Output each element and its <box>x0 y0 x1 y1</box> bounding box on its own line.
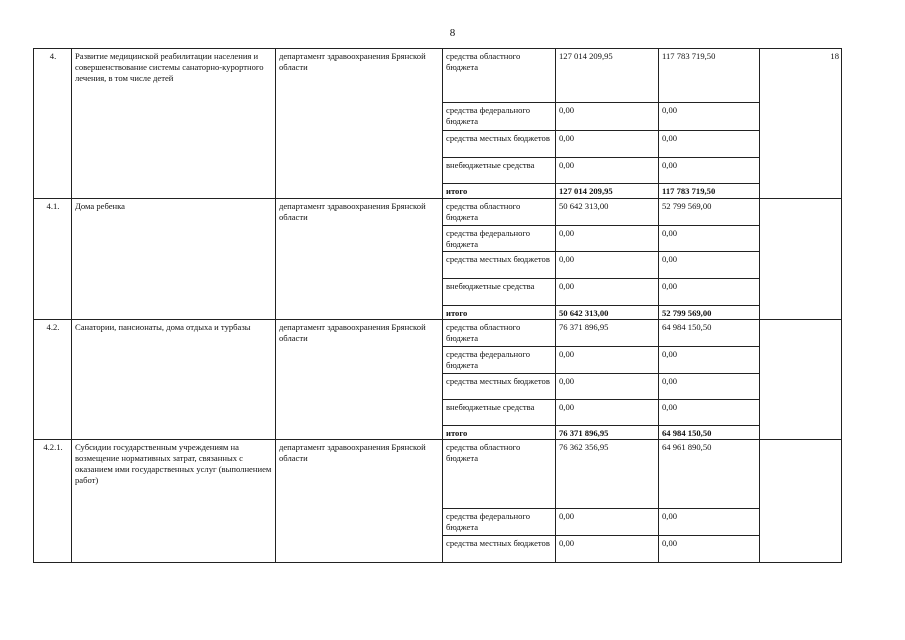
amount-1: 50 642 313,00 <box>556 199 659 226</box>
amount-3-empty <box>760 199 842 320</box>
amount-2: 64 961 890,50 <box>659 440 760 509</box>
funding-source: внебюджетные средства <box>443 158 556 184</box>
amount-1: 76 371 896,95 <box>556 426 659 440</box>
funding-source: итого <box>443 306 556 320</box>
amount-1: 0,00 <box>556 509 659 536</box>
executor: департамент здравоохранения Брянской области <box>276 49 443 199</box>
funding-source: средства областного бюджета <box>443 440 556 509</box>
amount-2: 0,00 <box>659 226 760 252</box>
amount-3-empty <box>760 440 842 563</box>
funding-source: средства местных бюджетов <box>443 536 556 563</box>
amount-3-empty <box>760 320 842 440</box>
funding-source: средства областного бюджета <box>443 320 556 347</box>
budget-table <box>33 48 842 563</box>
amount-2: 0,00 <box>659 158 760 184</box>
item-name: Санатории, пансионаты, дома отдыха и турбазы <box>72 320 276 440</box>
amount-2: 0,00 <box>659 509 760 536</box>
funding-source: средства местных бюджетов <box>443 374 556 400</box>
item-name: Субсидии государственным учреждениям на возмещение нормативных затрат, связанных с оказанием ими государственных услуг (выполнением работ) <box>72 440 276 563</box>
amount-1: 127 014 209,95 <box>556 184 659 199</box>
table-row <box>34 199 842 226</box>
funding-source: средства областного бюджета <box>443 199 556 226</box>
amount-1: 127 014 209,95 <box>556 49 659 103</box>
amount-1: 0,00 <box>556 536 659 563</box>
table-row <box>34 49 842 103</box>
amount-2: 64 984 150,50 <box>659 320 760 347</box>
item-number: 4.2. <box>34 320 72 440</box>
amount-2: 64 984 150,50 <box>659 426 760 440</box>
amount-2: 0,00 <box>659 103 760 131</box>
amount-2: 0,00 <box>659 374 760 400</box>
page-number: 8 <box>449 27 456 39</box>
funding-source: средства федерального бюджета <box>443 226 556 252</box>
amount-2: 52 799 569,00 <box>659 199 760 226</box>
funding-source: средства федерального бюджета <box>443 509 556 536</box>
amount-2: 52 799 569,00 <box>659 306 760 320</box>
funding-source: средства местных бюджетов <box>443 252 556 279</box>
item-number: 4. <box>34 49 72 199</box>
funding-source: средства федерального бюджета <box>443 103 556 131</box>
amount-1: 0,00 <box>556 374 659 400</box>
funding-source: итого <box>443 426 556 440</box>
amount-2: 0,00 <box>659 400 760 426</box>
table-row <box>34 440 842 509</box>
amount-1: 76 362 356,95 <box>556 440 659 509</box>
amount-1: 50 642 313,00 <box>556 306 659 320</box>
amount-2: 0,00 <box>659 252 760 279</box>
amount-2: 0,00 <box>659 536 760 563</box>
executor: департамент здравоохранения Брянской области <box>276 199 443 320</box>
amount-1: 0,00 <box>556 279 659 306</box>
amount-2: 0,00 <box>659 279 760 306</box>
funding-source: внебюджетные средства <box>443 279 556 306</box>
item-number: 4.1. <box>34 199 72 320</box>
table-row <box>34 320 842 347</box>
item-number: 4.2.1. <box>34 440 72 563</box>
funding-source: средства местных бюджетов <box>443 131 556 158</box>
amount-2: 0,00 <box>659 131 760 158</box>
amount-1: 76 371 896,95 <box>556 320 659 347</box>
amount-1: 0,00 <box>556 400 659 426</box>
amount-1: 0,00 <box>556 131 659 158</box>
executor: департамент здравоохранения Брянской области <box>276 440 443 563</box>
funding-source: средства федерального бюджета <box>443 347 556 374</box>
amount-2: 117 783 719,50 <box>659 49 760 103</box>
item-name: Дома ребенка <box>72 199 276 320</box>
executor: департамент здравоохранения Брянской области <box>276 320 443 440</box>
item-name: Развитие медицинской реабилитации населения и совершенствование системы санаторно-курортного лечения, в том числе детей <box>72 49 276 199</box>
amount-2: 117 783 719,50 <box>659 184 760 199</box>
amount-1: 0,00 <box>556 252 659 279</box>
funding-source: средства областного бюджета <box>443 49 556 103</box>
amount-1: 0,00 <box>556 158 659 184</box>
funding-source: итого <box>443 184 556 199</box>
amount-2: 0,00 <box>659 347 760 374</box>
amount-1: 0,00 <box>556 103 659 131</box>
amount-1: 0,00 <box>556 226 659 252</box>
funding-source: внебюджетные средства <box>443 400 556 426</box>
amount-3: 18 <box>760 49 842 199</box>
amount-1: 0,00 <box>556 347 659 374</box>
